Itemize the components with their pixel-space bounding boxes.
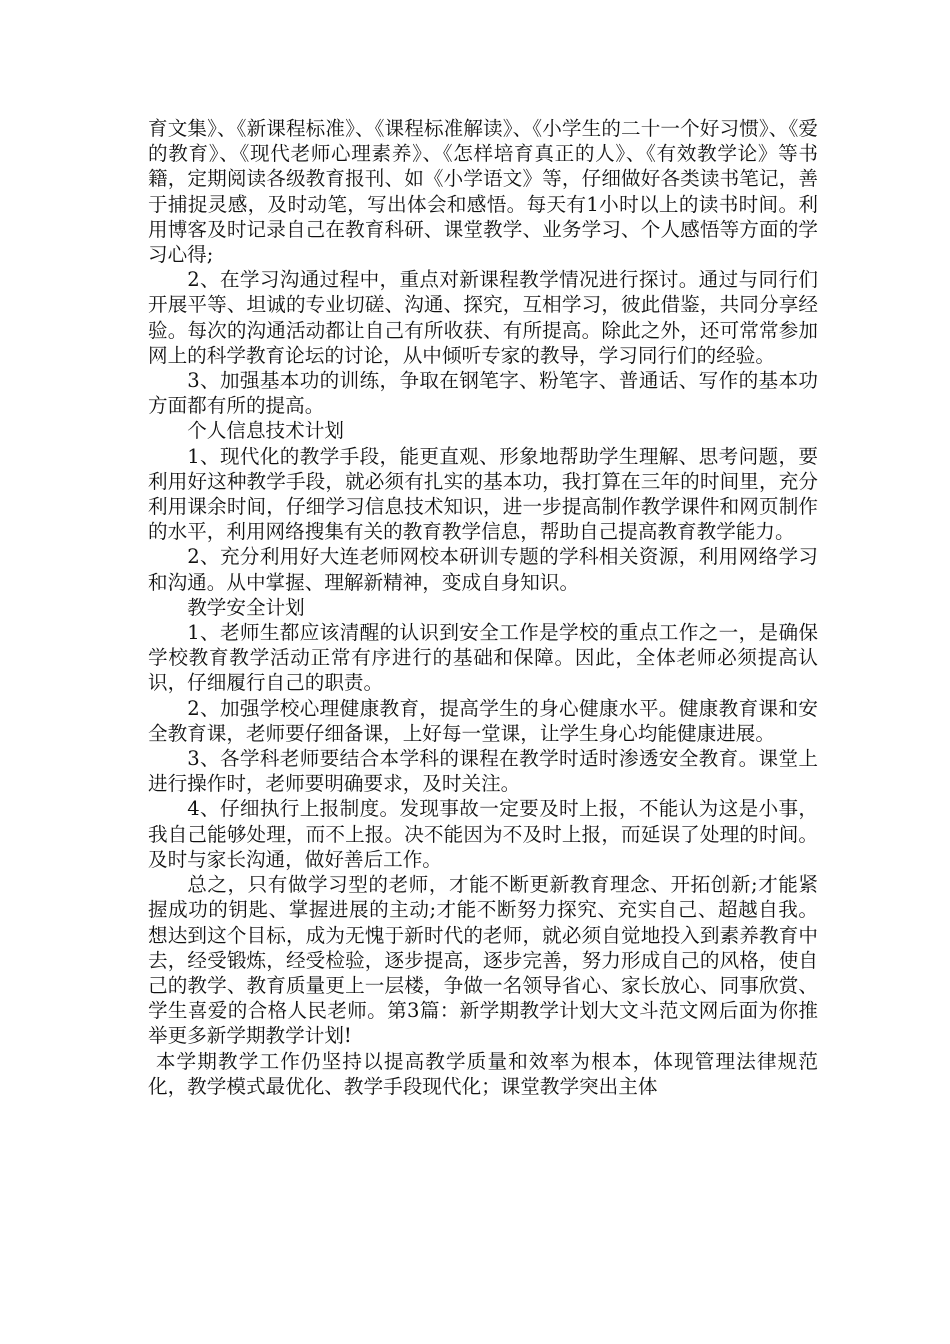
document-page <box>148 116 818 1099</box>
paragraph-new-semester: 本学期教学工作仍坚持以提高教学质量和效率为根本，体现管理法律规范化，教学模式最优化、教学手段现代化；课堂教学突出主体 <box>148 1049 818 1098</box>
paragraph-safety-3: 3、各学科老师要结合本学科的课程在教学时适时渗透安全教育。课堂上进行操作时，老师要明确要求，及时关注。 <box>148 747 818 796</box>
paragraph-safety-2: 2、加强学校心理健康教育，提高学生的身心健康水平。健康教育课和安全教育课，老师要仔细备课，上好每一堂课，让学生身心均能健康进展。 <box>148 696 818 745</box>
paragraph-it-plan-1: 1、现代化的教学手段，能更直观、形象地帮助学生理解、思考问题，要利用好这种教学手段，就必须有扎实的基本功，我打算在三年的时间里，充分利用课余时间，仔细学习信息技术知识，进一步提高制作教学课件和网页制作的水平，利用网络搜集有关的教育教学信息，帮助自己提高教育教学能力。 <box>148 444 818 544</box>
paragraph-safety-1: 1、老师生都应该清醒的认识到安全工作是学校的重点工作之一，是确保学校教育教学活动正常有序进行的基础和保障。因此，全体老师必须提高认识，仔细履行自己的职责。 <box>148 621 818 695</box>
paragraph-safety-4: 4、仔细执行上报制度。发现事故一定要及时上报，不能认为这是小事，我自己能够处理，而不上报。决不能因为不及时上报，而延误了处理的时间。及时与家长沟通，做好善后工作。 <box>148 797 818 871</box>
paragraph-summary: 总之，只有做学习型的老师，才能不断更新教育理念、开拓创新;才能紧握成功的钥匙、掌握进展的主动;才能不断努力探究、充实自己、超越自我。想达到这个目标，成为无愧于新时代的老师，就必须自觉地投入到素养教育中去，经受锻炼，经受检验，逐步提高，逐步完善，努力形成自己的风格，使自己的教学、教育质量更上一层楼，争做一名领导省心、家长放心、同事欣赏、学生喜爱的合格人民老师。第3篇：新学期教学计划大文斗范文网后面为你推举更多新学期教学计划! <box>148 873 818 1048</box>
heading-it-plan: 个人信息技术计划 <box>187 419 344 443</box>
paragraph-reading-plan-continued: 育文集》、《新课程标准》、《课程标准解读》、《小学生的二十一个好习惯》、《爱的教育》、《现代老师心理素养》、《怎样培育真正的人》、《有效教学论》等书籍，定期阅读各级教育报刊、如《小学语文》等，仔细做好各类读书笔记，善于捕捉灵感，及时动笔，写出体会和感悟。每天有1小时以上的读书时间。利用博客及时记录自己在教育科研、课堂教学、业务学习、个人感悟等方面的学习心得; <box>148 117 818 267</box>
paragraph-communication-study: 2、在学习沟通过程中，重点对新课程教学情况进行探讨。通过与同行们开展平等、坦诚的专业切磋、沟通、探究，互相学习，彼此借鉴，共同分享经验。每次的沟通活动都让自己有所收获、有所提高。除此之外，还可常常参加网上的科学教育论坛的讨论，从中倾听专家的教导，学习同行们的经验。 <box>148 268 818 367</box>
heading-safety-plan: 教学安全计划 <box>187 595 305 619</box>
paragraph-it-plan-2: 2、充分利用好大连老师网校本研训专题的学科相关资源，利用网络学习和沟通。从中掌握、理解新精神，变成自身知识。 <box>148 545 818 594</box>
paragraph-basic-skills: 3、加强基本功的训练，争取在钢笔字、粉笔字、普通话、写作的基本功方面都有所的提高。 <box>148 369 818 418</box>
